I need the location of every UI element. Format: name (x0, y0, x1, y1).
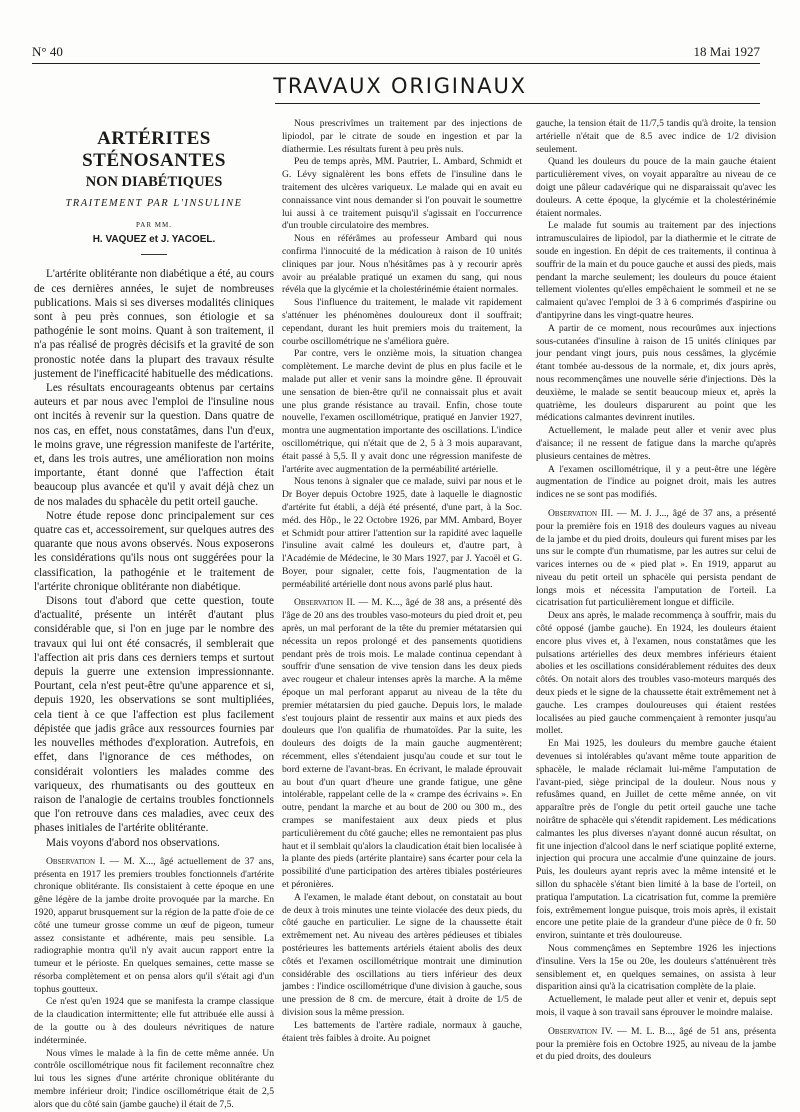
paragraph: Ce n'est qu'en 1924 que se manifesta la crampe classique de la claudication intermittente; elle fut attribuée elle aussi à de la goutte ou à des douleurs névritiques de nature indéterminée. (34, 996, 274, 1046)
paragraph: Les résultats encourageants obtenus par certains auteurs et par nous avec l'emploi de l'insuline nous ont incités à revenir sur la question. Dans quatre de nos cas, en effet, nous constatâmes, dans l'un d'eux, le moins grave, une régression manifeste de l'artérite, et, dans les trois autres, une amélioration non moins importante, étant donné que l'affection était beaucoup plus avancée et qu'il y avait déjà chez un de nos malades du sphacèle du petit orteil gauche. (34, 382, 274, 508)
paragraph: L'artérite oblitérante non diabétique a été, au cours de ces dernières années, le sujet de nombreuses publications. Mais si ses diverses modalités cliniques sont à peu près connues, son étiologie et sa pathogénie le sont moins. Quant à son traitement, il n'a pas réalisé de progrès décisifs et la gravité de son pronostic notée dans la plupart des travaux résulte justement de l'inefficacité habituelle des médications. (34, 268, 274, 380)
paragraph: Nous prescrivîmes un traitement par des injections de lipiodol, par le citrate de soude en ingestion et par la diathermie. Les résultats furent à peu près nuls. (282, 118, 522, 155)
observation-heading: Observation I. (46, 855, 106, 867)
paragraph: Deux ans après, le malade recommença à souffrir, mais du côté opposé (jambe gauche). En 1924, les douleurs étaient encore plus vives et, à l'examen, nous constatâmes que les pulsations artérielles des deux membres inférieurs étaient abolies et les oscillations considérablement réduites des deux côtés. On notait alors des troubles vaso-moteurs marqués des deux pieds et le signe de la chaussette était extrêmement net à gauche. Les crampes douloureuses qui étaient restées localisées au pied gauche commençaient à remonter jusqu'au mollet. (536, 610, 776, 737)
article-subtitle: TRAITEMENT PAR L'INSULINE (65, 198, 243, 209)
paragraph: Nous vîmes le malade à la fin de cette même année. Un contrôle oscillométrique nous fit facilement reconnaître chez lui tous les signes d'une artérite chronique oblitérante du membre inférieur droit; l'indice oscillométrique était de 2,5 alors que du côté sain (jambe gauche) il était de 7,5. (34, 1047, 274, 1110)
observation-heading: Observation II. (294, 597, 356, 609)
issue-date: 18 Mai 1927 (693, 44, 760, 59)
page-number: N° 40 (32, 44, 63, 59)
header-rule (32, 63, 760, 64)
section-rule (275, 103, 760, 104)
paragraph: Par contre, vers le onzième mois, la situation changea complètement. Le marche devint de plus en plus facile et le malade put aller et venir sans la moindre gêne. Il éprouvait une sensation de bien-être qu'il ne connaissait plus et avait une plus grande résistance au travail. Enfin, chose toute nouvelle, l'examen oscillométrique, pratiqué en Janvier 1927, montra une augmentation importante des oscillations. L'indice oscillométrique, qui n'était que de 2, 5 à 3 mois auparavant, était passé à 5,5. Il y avait donc une régression manifeste de l'artérite avec augmentation de la perméabilité artérielle. (282, 348, 522, 475)
column-3 (536, 118, 776, 1068)
paragraph: gauche, la tension était de 11/7,5 tandis qu'à droite, la tension artérielle n'était que de 8.5 avec indice de 1/2 division seulement. (536, 118, 776, 155)
paragraph: Sous l'influence du traitement, le malade vit rapidement s'atténuer les phénomènes douloureux dont il souffrait; cependant, durant les huit premiers mois du traitement, la courbe oscillométrique ne s'améliora guère. (282, 297, 522, 347)
paragraph: A l'examen oscillométrique, il y a peut-être une légère augmentation de l'indice au poignet droit, mais les autres indices ne se sont pas modifiés. (536, 463, 776, 501)
article-authors: H. VAQUEZ et J. YACOEL. (92, 233, 216, 245)
observation-paragraph: Observation I. — M. X..., âgé actuellement de 37 ans, présenta en 1917 les premiers troubles fonctionnels d'artérite chronique oblitérante. Ils consistaient à cette époque en une gêne légère de la jambe droite provoquée par la marche. En 1920, apparut brusquement sur la région de la patte d'oie de ce côté une tumeur grosse comme un œuf de pigeon, tumeur assez consistante et adhérente, mais peu sensible. La radiographie montra qu'il n'y avait aucun rapport entre la tumeur et le périoste. En quelques semaines, cette masse se résorba complètement et on pensa alors qu'il s'était agi d'un tophus goutteux. (34, 855, 274, 995)
byline-par: PAR MM. (136, 220, 172, 229)
observation-heading: Observation IV. (548, 1025, 613, 1037)
paragraph: Notre étude repose donc principalement sur ces quatre cas et, accessoirement, sur quelques autres des quarante que nous avons observés. Nous exposerons les considérations qu'ils nous ont suggérées pour la classification, la pathogénie et le traitement de l'artérite chronique oblitérante non diabétique. (34, 509, 274, 593)
paragraph: Actuellement, le malade peut aller et venir et, depuis sept mois, il vaque à son travail sans éprouver le moindre malaise. (536, 994, 776, 1018)
paragraph: Mais voyons d'abord nos observations. (46, 836, 220, 849)
paragraph: En Mai 1925, les douleurs du membre gauche étaient devenues si intolérables qu'avant même toute apparition de sphacèle, le malade réclamait lui-même l'amputation de l'avant-pied, siège principal de la douleur. Nous nous y refusâmes quand, en Juillet de cette même année, on vit apparaître près de l'ongle du petit orteil gauche une tache noirâtre de sphacèle qui s'étendit rapidement. Les médications calmantes les plus diverses n'ayant donné aucun résultat, on fit une injection d'alcool dans le nerf sciatique poplité externe, injection qui procura une accalmie d'une quinzaine de jours. Puis, les douleurs ayant repris avec la même intensité et le sillon du sphacèle s'étant bien limité à la base de l'orteil, on pratiqua l'amputation. La cicatrisation fut, comme la première fois, extrêmement longue puisque, trois mois après, il existait encore une petite plaie de la grandeur d'une pièce de 0 fr. 50 environ, suintante et très douloureuse. (536, 738, 776, 942)
article-title-line-2: NON DIABÉTIQUES (85, 174, 223, 190)
paragraph: Nous tenons à signaler que ce malade, suivi par nous et le Dr Boyer depuis Octobre 1925, date à laquelle le diagnostic d'artérite fut établi, a déjà été présenté, d'une part, à la Soc. méd. des Hôp., le 22 Octobre 1926, par MM. Ambard, Boyer et Schmidt pour attirer l'attention sur la rapidité avec laquelle l'insuline avait calmé les douleurs et, d'autre part, à l'Académie de Médecine, le 30 Mars 1927, par J. Yacoël et G. Boyer, pour signaler, cette fois, l'augmentation de la perméabilité artérielle dont nous avons parlé plus haut. (282, 476, 522, 590)
paragraph: Le malade fut soumis au traitement par des injections intramusculaires de lipiodol, par la diathermie et le citrate de soude en ingestion. En dépit de ces traitements, il continua à souffrir de la main et du pouce gauche et aussi des pieds, mais pendant la marche seulement; les douleurs du pouce étaient tellement violentes qu'elles empêchaient le sommeil et ne se calmaient qu'avec l'emploi de 3 à 6 comprimés d'aspirine ou d'antipyrine dans les vingt-quatre heures. (536, 220, 776, 321)
paragraph: A l'examen, le malade étant debout, on constatait au bout de deux à trois minutes une teinte violacée des deux pieds, du côté gauche en particulier. Le signe de la chaussette était extrêmement net. Au niveau des artères pédieuses et tibiales postérieures les battements artériels étaient abolis des deux côtés et l'examen oscillométrique montrait une diminution considérable des oscillations au tiers inférieur des deux jambes : l'indice oscillométrique d'une division à gauche, sous une pression de 8 cm. de mercure, était à droite de 1/5 de division sous la même pression. (282, 891, 522, 1018)
paragraph: Les battements de l'artère radiale, normaux à gauche, étaient très faibles à droite. Au poignet (282, 1019, 522, 1044)
paragraph: Nous commençâmes en Septembre 1926 les injections d'insuline. Vers la 15e ou 20e, les douleurs s'atténuèrent très sensiblement et, en quelques semaines, on assista à leur disparition ainsi qu'à la cicatrisation complète de la plaie. (536, 943, 776, 993)
column-1 (34, 118, 274, 1110)
paragraph: Quand les douleurs du pouce de la main gauche étaient particulièrement vives, on voyait apparaître au niveau de ce doigt une pâleur cadavérique qui ne disparaissait qu'avec les douleurs. A cette époque, la glycémie et la cholestérinémie étaient normales. (536, 156, 776, 219)
paragraph: Actuellement, le malade peut aller et venir avec plus d'aisance; il ne ressent de fatigue dans la marche qu'après plusieurs centaines de mètres. (536, 425, 776, 462)
observation-paragraph: Observation II. — M. K..., âgé de 38 ans, a présenté dès l'âge de 20 ans des troubles vaso-moteurs du pied droit et, peu après, un mal perforant de la tête du premier métatarsien qui nécessita un repos prolongé et des pansements quotidiens pendant près de trois mois. Le malade continua cependant à souffrir d'une sensation de vive tension dans les deux pieds avec rougeur et chaleur intenses après la marche. A la même époque un mal perforant apparut au niveau de la tête du premier métatarsien du pied gauche. Depuis lors, le malade s'est toujours plaint de ressentir aux mains et aux pieds des douleurs que l'on qualifia de rhumatoïdes. Par la suite, les douleurs des doigts de la main gauche augmentèrent; récemment, elles s'étendaient jusqu'au coude et sur tout le bord externe de l'avant-bras. En écrivant, le malade éprouvait au bout d'un quart d'heure une grande fatigue, une gêne intolérable, rappelant celle de la « crampe des écrivains ». En outre, pendant la marche et au bout de 200 ou 300 m., des crampes se manifestaient aux deux pieds et plus particulièrement du côté gauche; elles ne remontaient pas plus haut et il semblait qu'alors la claudication était bien localisée à la plante des pieds (artérite plantaire) sans écarter pour cela la possibilité d'une participation des artères tibiales postérieures et péronières. (282, 597, 523, 891)
observation-paragraph: Observation IV. — M. L. B..., âgé de 51 ans, présenta pour la première fois en Octobre 1925, au niveau de la jambe et du pied droits, des douleurs (536, 1025, 776, 1063)
article-title: ARTÉRITES STÉNOSANTES (82, 128, 226, 171)
section-heading: TRAVAUX ORIGINAUX (273, 74, 527, 98)
paragraph: Peu de temps après, MM. Pautrier, L. Ambard, Schmidt et G. Lévy signalèrent les bons effets de l'insuline dans le traitement des ulcères variqueux. Le malade qui en avait eu connaissance vint nous demander si l'on pouvait le soumettre lui aussi à ce traitement puisqu'il s'agissait en l'occurrence d'un trouble circulatoire des membres. (282, 156, 522, 232)
paragraph: Disons tout d'abord que cette question, toute d'actualité, présente un intérêt d'autant plus considérable que, si l'on en juge par le nombre des travaux qui lui ont été consacrés, il semblerait que l'affection ait pris dans ces derniers temps et surtout depuis la guerre une extension impressionnante. Pourtant, cela n'est peut-être qu'une apparence et si, depuis 1920, les observations se sont multipliées, cela tient à ce que l'affection est plus facilement dépistée que jadis grâce aux ressources fournies par les nouvelles méthodes d'exploration. Autrefois, en effet, dans l'ignorance de ces méthodes, on considérait volontiers les malades comme des variqueux, des rhumatisants ou des goutteux en raison de l'analogie de certains troubles fonctionnels que l'on retrouve dans ces maladies, avec ceux des phases initiales de l'artérite oblitérante. (34, 595, 274, 835)
article-title-block (34, 128, 274, 255)
title-rule (141, 254, 167, 255)
paragraph: Nous en référâmes au professeur Ambard qui nous confirma l'innocuité de la médication à raison de 10 unités cliniques par jour. Nous n'hésitâmes pas à y recourir après avoir au préalable pratiqué un examen du sang, qui nous révéla que la glycémie et la cholestérinémie étaient normales. (282, 233, 522, 296)
column-2 (282, 118, 522, 1068)
observation-heading: Observation III. (548, 507, 613, 519)
paragraph: A partir de ce moment, nous recourûmes aux injections sous-cutanées d'insuline à raison de 15 unités cliniques par jour pendant vingt jours, puis nous cessâmes, la glycémie étant tombée au-dessous de la normale, et, dix jours après, nous recommençâmes une nouvelle série d'injections. Dès la deuxième, le malade se sentit beaucoup mieux et, après la quatrième, les douleurs disparurent au point que les médications calmantes devinrent inutiles. (536, 322, 776, 424)
observation-paragraph: Observation III. — M. J. J..., âgé de 37 ans, a présenté pour la première fois en 1918 des douleurs vagues au niveau de la jambe et du pied droits, douleurs qui furent mises par les uns sur le compte d'un rhumatisme, par les autres sur celui de varices internes ou de « pied plat ». En 1919, apparut au niveau du petit orteil un sphacèle qui persista pendant de longs mois et nécessita l'amputation de l'orteil. La cicatrisation fut particulièrement longue et difficile. (536, 507, 777, 609)
